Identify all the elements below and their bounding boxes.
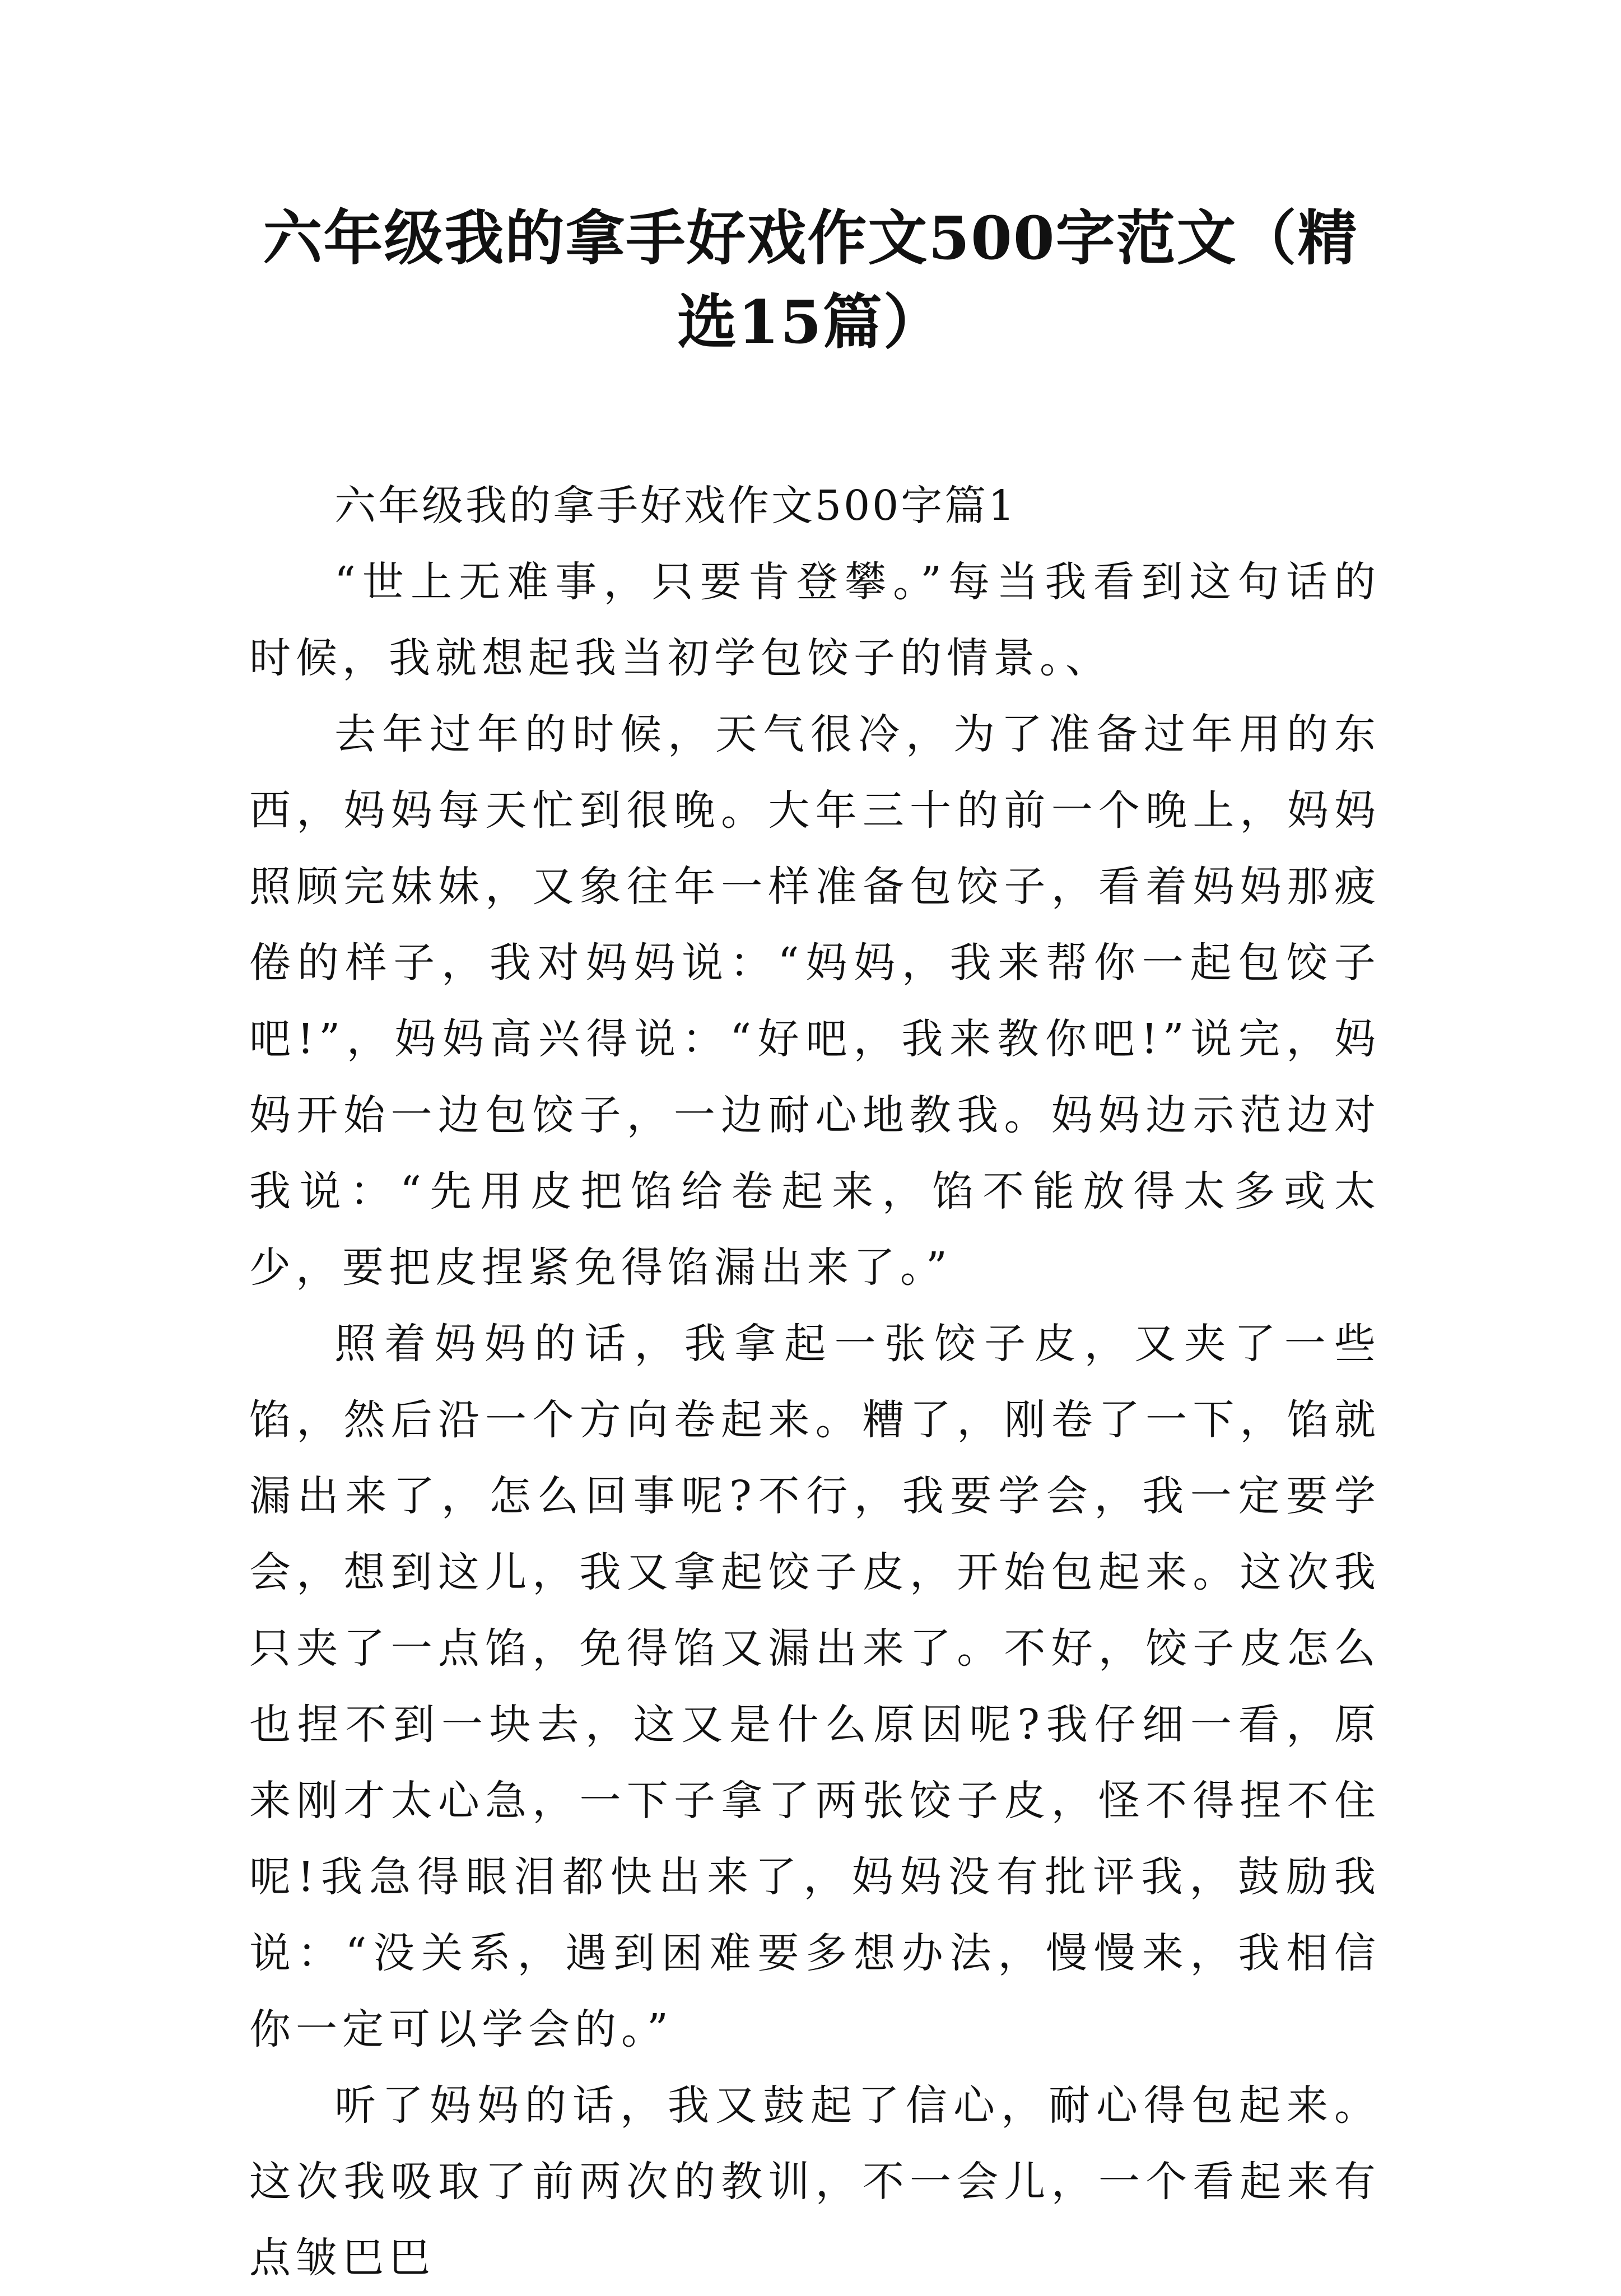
document-body bbox=[249, 468, 1381, 2296]
paragraph: 听了妈妈的话，我又鼓起了信心，耐心得包起来。这次我吸取了前两次的教训，不一会儿，一个看起来有点皱巴巴 bbox=[249, 2081, 1381, 2282]
section-heading: 六年级我的拿手好戏作文500字篇1 bbox=[334, 482, 1017, 530]
document-title: 六年级我的拿手好戏作文500字范文（精选15篇） bbox=[263, 203, 1358, 357]
paragraph: 去年过年的时候，天气很冷，为了准备过年用的东西，妈妈每天忙到很晚。大年三十的前一个晚上，妈妈照顾完妹妹，又象往年一样准备包饺子，看着妈妈那疲倦的样子，我对妈妈说：“妈妈，我来帮你一起包饺子吧!”，妈妈高兴得说：“好吧，我来教你吧!”说完，妈妈开始一边包饺子，一边耐心地教我。妈妈边示范边对我说：“先用皮把馅给卷起来，馅不能放得太多或太少，要把皮捏紧免得馅漏出来了。” bbox=[249, 710, 1381, 1292]
paragraph: 照着妈妈的话，我拿起一张饺子皮，又夹了一些馅，然后沿一个方向卷起来。糟了，刚卷了一下，馅就漏出来了，怎么回事呢?不行，我要学会，我一定要学会，想到这儿，我又拿起饺子皮，开始包起来。这次我只夹了一点馅，免得馅又漏出来了。不好，饺子皮怎么也捏不到一块去，这又是什么原因呢?我仔细一看，原来刚才太心急，一下子拿了两张饺子皮，怪不得捏不住呢!我急得眼泪都快出来了，妈妈没有批评我，鼓励我说：“没关系，遇到困难要多想办法，慢慢来，我相信你一定可以学会的。” bbox=[249, 1320, 1381, 2053]
paragraph: “世上无难事，只要肯登攀。”每当我看到这句话的时候，我就想起我当初学包饺子的情景。、 bbox=[249, 558, 1381, 682]
